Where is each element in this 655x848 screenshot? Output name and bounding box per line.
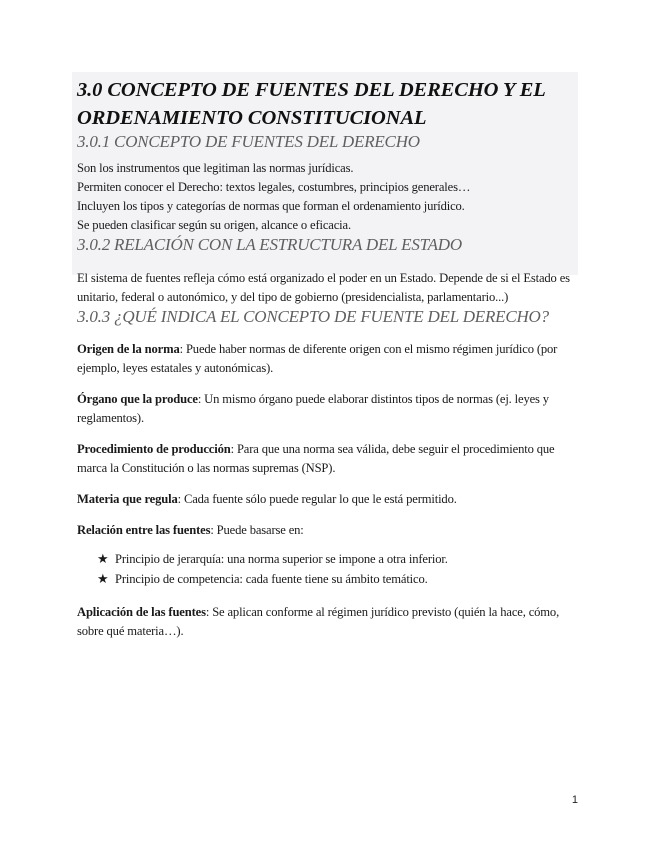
bullet-text: Principio de jerarquía: una norma superior se impone a otra inferior. — [115, 552, 448, 566]
item-procedimiento — [77, 440, 577, 478]
intro-line: Se pueden clasificar según su origen, alcance o eficacia. — [77, 218, 351, 232]
star-icon: ★ — [97, 571, 109, 587]
item-text: : Se aplican conforme al régimen jurídico previsto (quién la hace, cómo, sobre qué materia…). — [77, 605, 560, 638]
item-text: : Cada fuente sólo puede regular lo que le está permitido. — [177, 492, 457, 506]
item-relacion — [77, 521, 577, 540]
item-term: Relación entre las fuentes — [77, 523, 211, 537]
item-materia — [77, 490, 577, 509]
item-text: : Puede haber normas de diferente origen con el mismo régimen jurídico (por ejemplo, leyes estatales y autonómicas). — [77, 342, 558, 375]
item-origen — [77, 340, 577, 378]
item-term: Aplicación de las fuentes — [77, 605, 206, 619]
section-heading-3-0-3: 3.0.3 ¿QUÉ INDICA EL CONCEPTO DE FUENTE DEL DERECHO? — [77, 307, 549, 326]
bullet-text: Principio de competencia: cada fuente tiene su ámbito temático. — [115, 571, 428, 586]
main-title: 3.0 CONCEPTO DE FUENTES DEL DERECHO Y EL ORDENAMIENTO CONSTITUCIONAL — [77, 79, 545, 129]
relation-bullet-list — [77, 550, 577, 589]
intro-line: Son los instrumentos que legitiman las normas jurídicas. — [77, 161, 354, 175]
intro-line: Permiten conocer el Derecho: textos legales, costumbres, principios generales… — [77, 180, 471, 194]
page-number: 1 — [571, 794, 578, 806]
star-icon: ★ — [97, 552, 109, 567]
section-heading-3-0-2: 3.0.2 RELACIÓN CON LA ESTRUCTURA DEL ESTADO — [77, 235, 462, 254]
bullet-item — [97, 570, 577, 590]
item-term: Origen de la norma — [77, 342, 180, 356]
item-term: Procedimiento de producción — [77, 442, 231, 456]
document-body — [77, 76, 577, 641]
item-aplicacion — [77, 603, 577, 641]
section-3-0-2-paragraph: El sistema de fuentes refleja cómo está organizado el poder en un Estado. Depende de si el Estado es unitario, federal o autonómico, y del tipo de gobierno (presidencialista, parlamentario...) — [77, 271, 570, 304]
item-organo — [77, 390, 577, 428]
item-text: : Puede basarse en: — [210, 523, 304, 537]
item-term: Órgano que la produce — [77, 392, 198, 406]
section-heading-3-0-1: 3.0.1 CONCEPTO DE FUENTES DEL DERECHO — [77, 132, 420, 151]
section-3-0-1-lines — [77, 159, 577, 235]
bullet-item — [97, 550, 577, 570]
intro-line: Incluyen los tipos y categorías de normas que forman el ordenamiento jurídico. — [77, 199, 465, 213]
item-text: : Para que una norma sea válida, debe seguir el procedimiento que marca la Constitución o las normas supremas (NSP). — [77, 442, 555, 475]
item-term: Materia que regula — [77, 492, 178, 506]
item-text: : Un mismo órgano puede elaborar distintos tipos de normas (ej. leyes y reglamentos). — [77, 392, 549, 425]
